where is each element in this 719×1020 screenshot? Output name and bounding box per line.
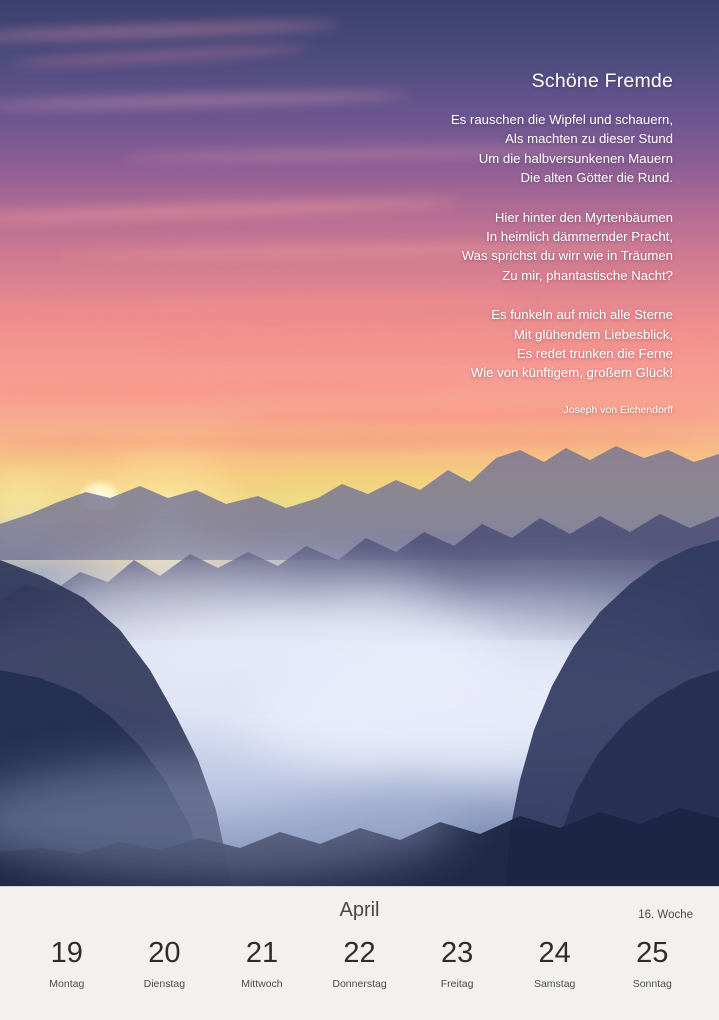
poem-stanza-3 [343,305,673,383]
calendar-day-thursday[interactable] [311,935,409,990]
poem-line: Wie von künftigem, großem Glück! [470,365,673,381]
calendar-day-saturday[interactable] [506,935,604,990]
calendar-day-tuesday[interactable] [116,935,214,990]
poem-line: Es redet trunken die Ferne [516,346,673,362]
poem-line: In heimlich dämmernder Pracht, [486,229,673,245]
poem-line: Was sprichst du wirr wie in Träumen [461,248,673,264]
poem-line: Hier hinter den Myrtenbäumen [494,209,673,225]
calendar-day-sunday[interactable] [603,935,701,990]
day-name: Samstag [533,978,576,990]
poem-line: Es rauschen die Wipfel und schauern, [450,112,673,127]
day-number: 19 [50,937,83,969]
calendar-strip [0,886,719,1020]
calendar-day-wednesday[interactable] [213,935,311,990]
calendar-week-label: 16. Woche [638,909,693,921]
day-number: 20 [148,937,181,969]
day-number: 21 [245,937,279,969]
calendar-day-monday[interactable] [18,935,116,990]
poem-line: Mit glühendem Liebesblick, [513,326,673,342]
day-name: Donnerstag [332,978,387,990]
day-number: 22 [343,937,376,969]
calendar-day-friday[interactable] [408,935,506,990]
poem-author: Joseph von Eichendorff [563,403,673,416]
day-name: Freitag [440,978,474,990]
day-name: Sonntag [632,978,672,990]
day-name: Mittwoch [241,978,283,990]
poem-block [343,68,673,417]
poem-line: Es funkeln auf mich alle Sterne [491,307,673,323]
day-number: 24 [538,937,571,969]
calendar-days [18,935,701,990]
poem-stanza-2 [343,208,673,286]
poem-title: Schöne Fremde [531,70,673,92]
poem-line: Die alten Götter die Rund. [520,170,673,186]
day-number: 23 [440,937,474,969]
calendar-month-label: April [339,899,380,921]
day-name: Dienstag [143,978,186,990]
poem-line: Als machten zu dieser Stund [505,131,673,147]
poem-line: Zu mir, phantastische Nacht? [502,267,673,283]
day-number: 25 [636,937,669,969]
poem-stanza-1 [343,110,673,188]
day-name: Montag [49,978,85,990]
poem-line: Um die halbversunkenen Mauern [478,150,673,166]
